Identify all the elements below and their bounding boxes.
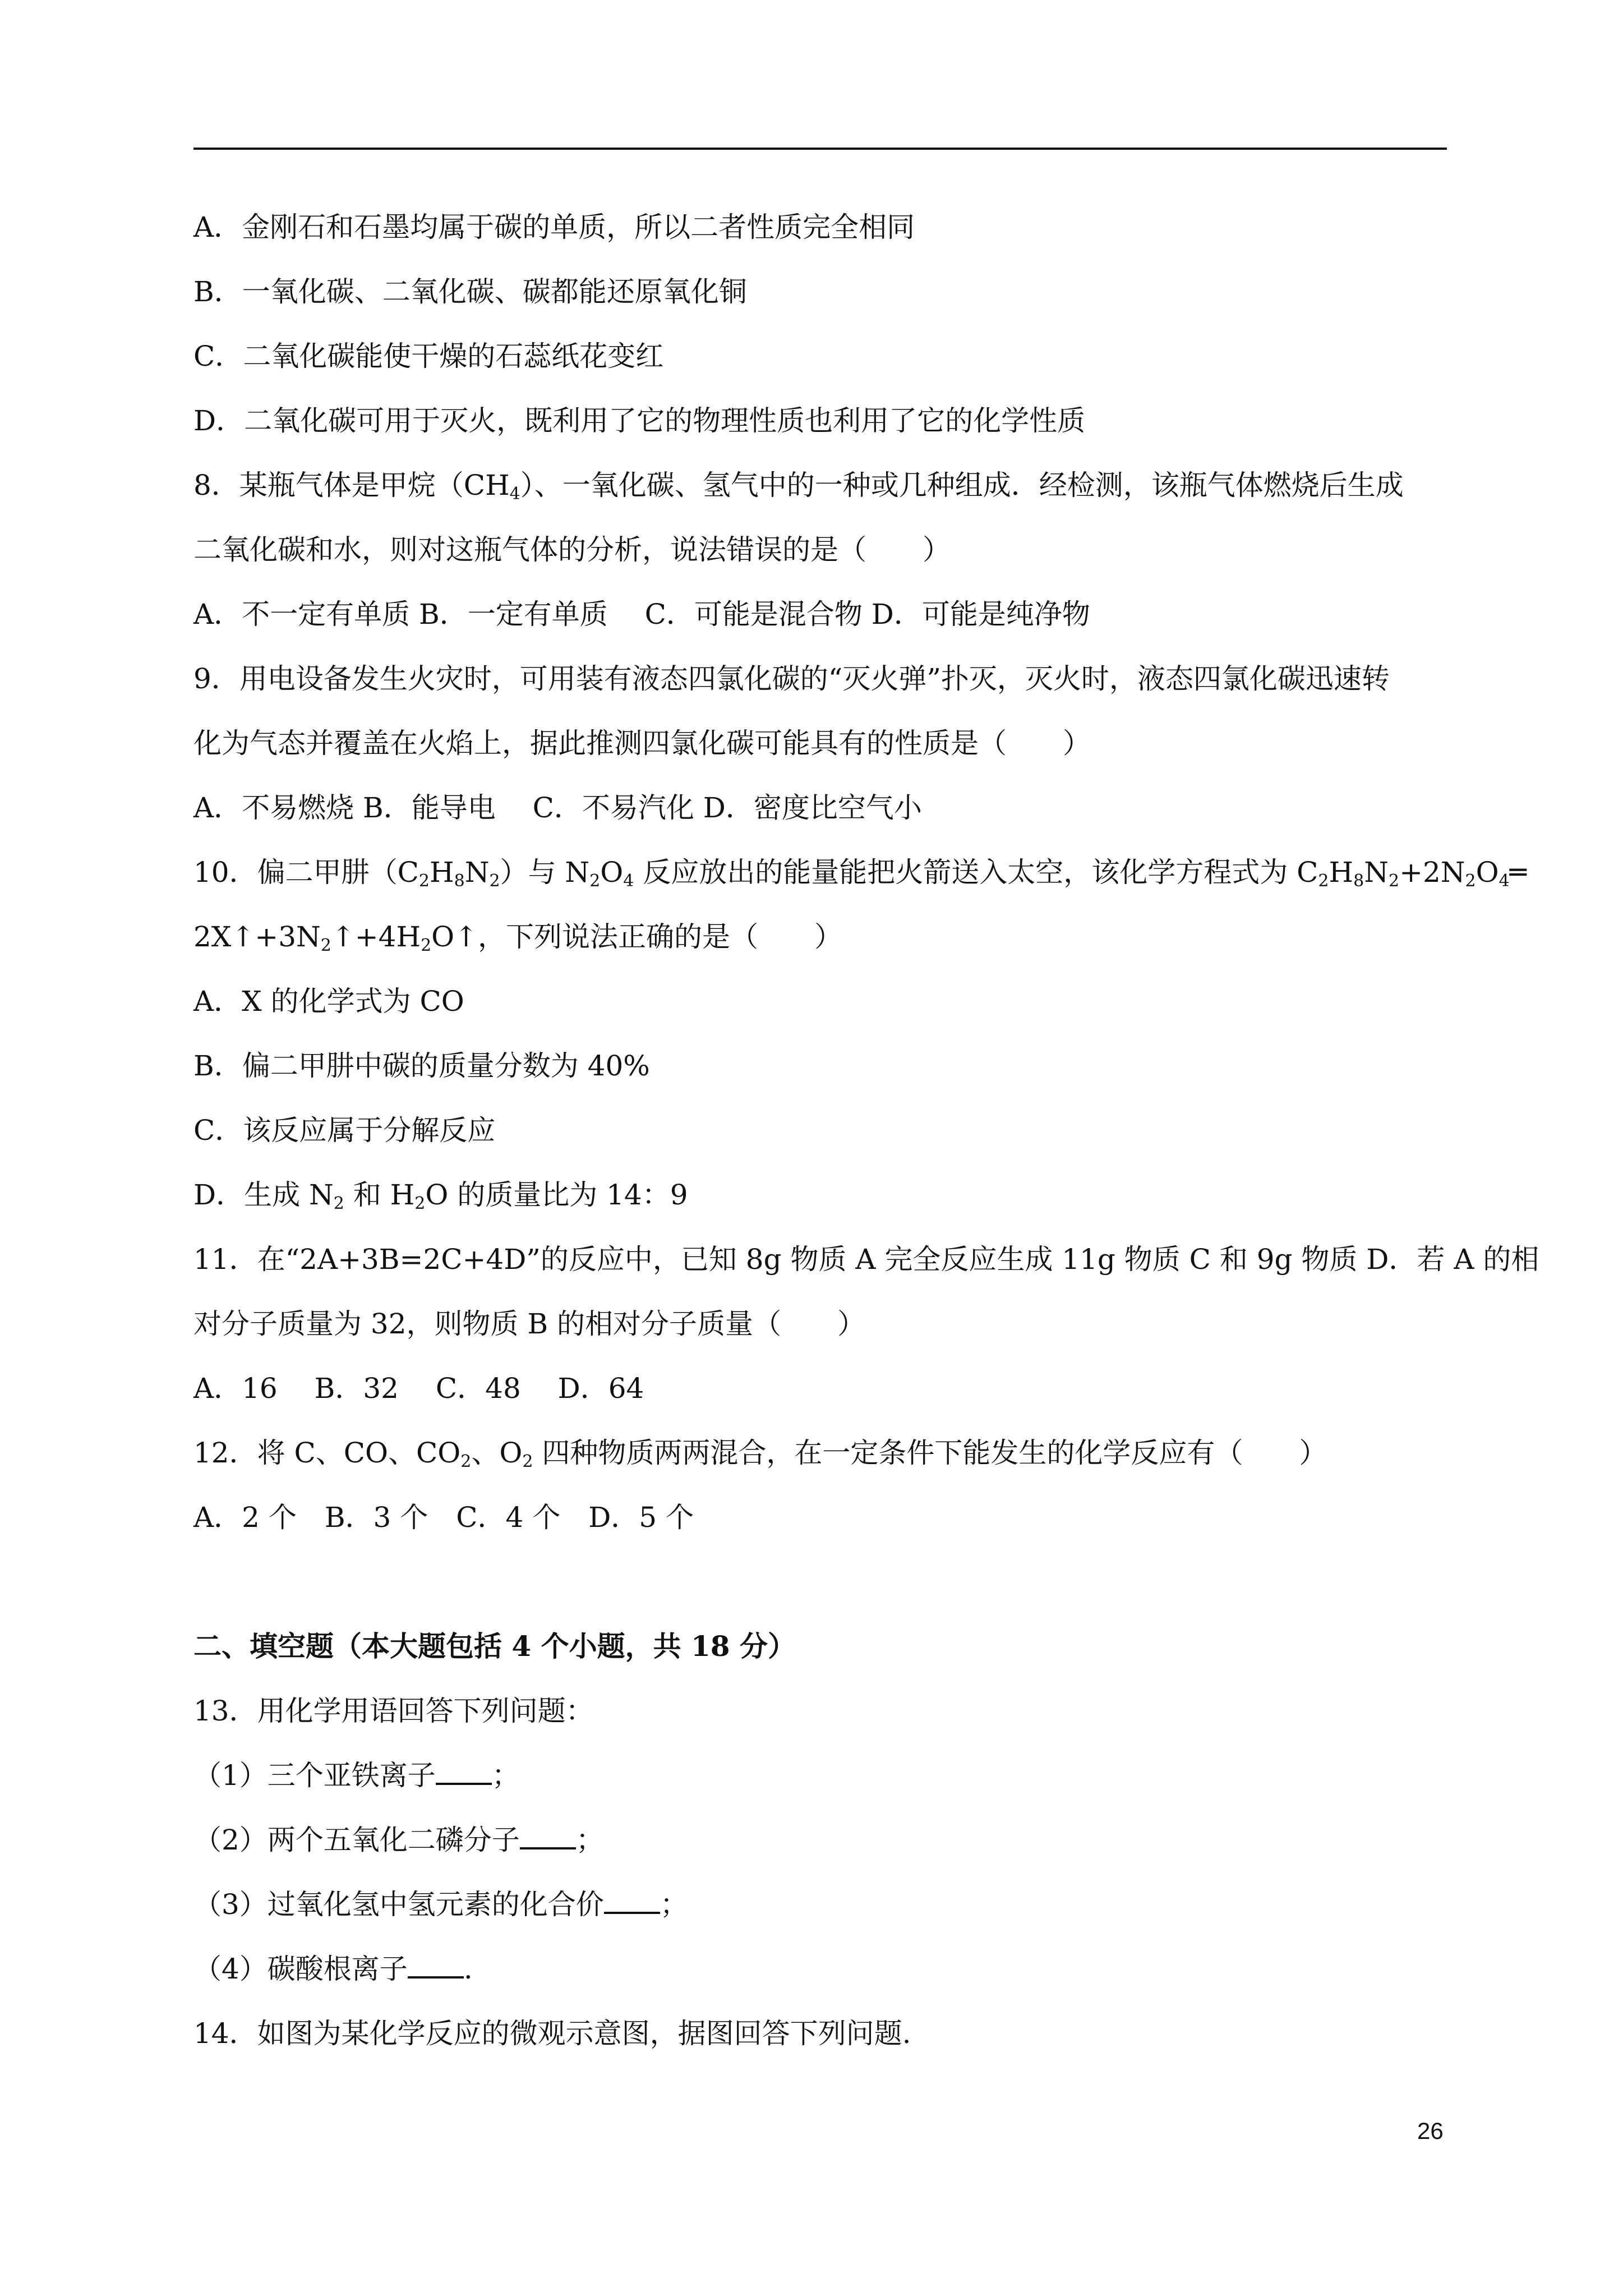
q13-stem: 13．用化学用语回答下列问题：: [193, 1695, 594, 1727]
text-run: 反应放出的能量能把火箭送入太空，该化学方程式为 C: [634, 856, 1318, 889]
q9-stem-line1: 9．用电设备发生火灾时，可用装有液态四氯化碳的“灭火弹”扑灭，灭火时，液态四氯化碳迅速转: [193, 662, 1390, 695]
q8-stem-line1: 8．某瓶气体是甲烷$(CH_4)$、一氧化碳、氢气中的一种或几种组成．经检测，该瓶气体燃烧后生成: [193, 469, 1404, 504]
text-run: 12．将 C、CO、CO: [193, 1437, 461, 1469]
q7-option-d: D．二氧化碳可用于灭火，既利用了它的物理性质也利用了它的化学性质: [193, 404, 1086, 437]
text-run: D．生成 N: [193, 1179, 334, 1211]
text-run: 和 H: [344, 1179, 415, 1211]
answer-blank: [436, 1758, 492, 1785]
answer-blank: [604, 1887, 660, 1914]
subscript: 2: [421, 936, 432, 955]
text-run: +2N: [1399, 856, 1465, 889]
text-run: H: [1329, 856, 1354, 889]
q13-sub1: （1）三个亚铁离子 ；: [193, 1759, 520, 1792]
answer-blank: [520, 1823, 576, 1849]
q9-options: A．不易燃烧 B．能导电 C．不易汽化 D．密度比空气小: [193, 792, 922, 824]
subscript: 2: [414, 1194, 426, 1213]
subscript: 2: [418, 871, 430, 891]
text-run: ）与 N: [500, 856, 590, 889]
subscript: 8: [1353, 871, 1364, 891]
q8-options: A．不一定有单质 B．一定有单质 C．可能是混合物 D．可能是纯净物: [193, 598, 1090, 631]
text-run: N: [464, 856, 490, 889]
text-run: O 的质量比为 14：9: [425, 1179, 688, 1211]
answer-blank: [408, 1952, 464, 1978]
subscript: 2: [1465, 871, 1476, 891]
q8-stem-line2: 二氧化碳和水，则对这瓶气体的分析，说法错误的是（ ）: [193, 533, 951, 566]
text-run: 四种物质两两混合，在一定条件下能发生的化学反应有（ ）: [533, 1437, 1327, 1469]
q13-sub2: （2）两个五氧化二磷分子 ；: [193, 1824, 604, 1856]
text-run: ↑+4H: [331, 921, 421, 953]
subscript: 2: [1388, 871, 1400, 891]
text-run: 10．偏二甲肼（C: [193, 856, 419, 889]
q12-stem: [193, 1433, 1327, 1473]
section-heading: 二、填空题（本大题包括 4 个小题，共 18 分）: [193, 1630, 796, 1663]
q14-stem: 14．如图为某化学反应的微观示意图，据图回答下列问题.: [193, 2017, 911, 2050]
q9-stem-line2: 化为气态并覆盖在火焰上，据此推测四氯化碳可能具有的性质是（ ）: [193, 727, 1091, 760]
q10-option-c: C．该反应属于分解反应: [193, 1114, 496, 1147]
q10-option-a: A．X 的化学式为 CO: [193, 985, 464, 1018]
text-run: O↑，下列说法正确的是（ ）: [431, 921, 843, 953]
text-run: H: [429, 856, 454, 889]
text-run: O: [1476, 856, 1499, 889]
text-run: O: [600, 856, 624, 889]
header-rule: [193, 148, 1447, 150]
text-run: 、O: [471, 1437, 523, 1469]
q10-stem-line2: [193, 917, 842, 956]
subscript: 4: [1498, 871, 1510, 891]
text-run: N: [1364, 856, 1389, 889]
q13-sub3: （3）过氧化氢中氢元素的化合价 ；: [193, 1888, 688, 1921]
q11-options: A．16 B．32 C．48 D．64: [193, 1372, 644, 1405]
text-run: 2X↑+3N: [193, 921, 321, 953]
q10-stem-line1: [193, 853, 1527, 892]
subscript: 2: [522, 1452, 533, 1471]
subscript: 2: [1318, 871, 1329, 891]
subscript: 2: [489, 871, 500, 891]
page-number: 26: [1417, 2118, 1444, 2144]
q10-option-b: B．偏二甲肼中碳的质量分数为 40%: [193, 1050, 650, 1082]
subscript: 2: [333, 1194, 344, 1213]
q12-options: A．2 个 B．3 个 C．4 个 D．5 个: [193, 1501, 694, 1534]
q10-option-d: [193, 1175, 688, 1214]
q11-stem-line2: 对分子质量为 32，则物质 B 的相对分子质量（ ）: [193, 1308, 866, 1340]
subscript: 2: [589, 871, 601, 891]
subscript: 8: [454, 871, 465, 891]
q11-stem-line1: 11．在“2A+3B=2C+4D”的反应中，已知 8g 物质 A 完全反应生成 11g 物质 C 和 9g 物质 D．若 A 的相: [193, 1243, 1539, 1276]
subscript: 4: [623, 871, 634, 891]
q7-option-c: C．二氧化碳能使干燥的石蕊纸花变红: [193, 340, 664, 372]
q7-option-a: A．金刚石和石墨均属于碳的单质，所以二者性质完全相同: [193, 211, 915, 243]
subscript: 2: [320, 936, 331, 955]
q7-option-b: B．一氧化碳、二氧化碳、碳都能还原氧化铜: [193, 275, 747, 308]
text-run: ═: [1509, 856, 1527, 889]
subscript: 2: [460, 1452, 472, 1471]
q13-sub4: （4）碳酸根离子 .: [193, 1953, 473, 1985]
